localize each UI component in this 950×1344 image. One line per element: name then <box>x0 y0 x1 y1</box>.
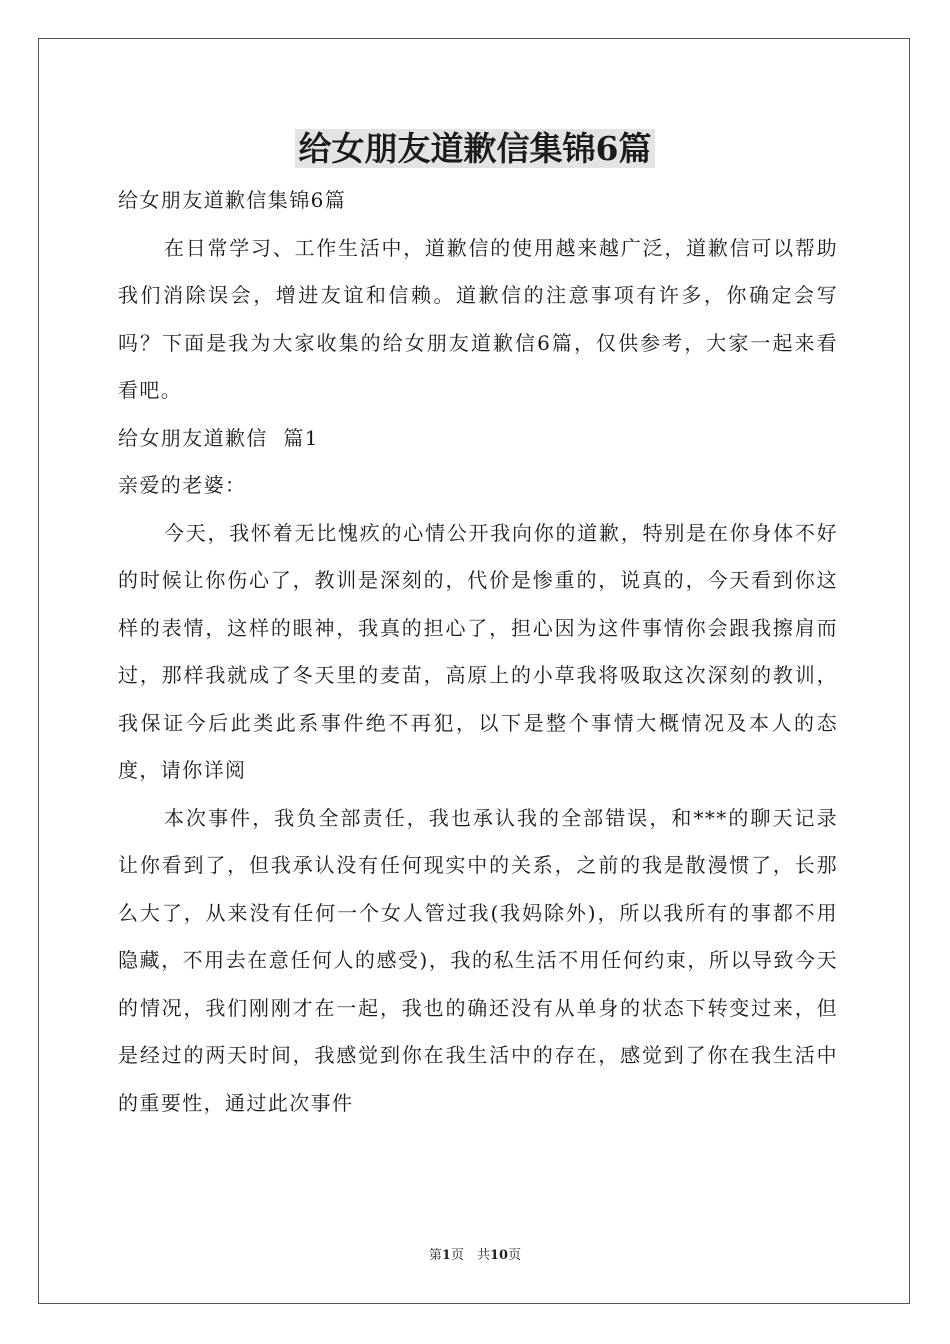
footer-mid: 页 共 <box>450 1248 490 1263</box>
footer-page-total: 10 <box>489 1248 509 1263</box>
section-heading: 给女朋友道歉信 篇1 <box>118 425 319 450</box>
subtitle-line: 给女朋友道歉信集锦6篇 <box>118 188 347 212</box>
body-paragraph-2: 本次事件，我负全部责任，我也承认我的全部错误，和***的聊天记录让你看到了，但我承认没有任何现实中的关系，之前的我是散漫惯了，长那么大了，从来没有任何一个女人管过我(我妈除外)，所以我所有的事都不用隐藏，不用去在意任何人的感受)，我的私生活不用任何约束，所以导致今天的情况，我们刚刚才在一起，我也的确还没有从单身的状态下转变过来，但是经过的两天时间，我感觉到你在我生活中的存在，感觉到了你在我生活中的重要性，通过此次事件 <box>118 805 838 1115</box>
document-title <box>0 124 950 174</box>
footer-page-current: 1 <box>441 1248 451 1263</box>
page-footer <box>0 1246 950 1266</box>
document-title-text: 给女朋友道歉信集锦6篇 <box>295 129 656 168</box>
salutation: 亲爱的老婆： <box>118 473 247 497</box>
document-body <box>118 177 838 1127</box>
footer-prefix: 第 <box>428 1248 442 1263</box>
intro-paragraph: 在日常学习、工作生活中，道歉信的使用越来越广泛，道歉信可以帮助我们消除误会，增进友谊和信赖。道歉信的注意事项有许多，你确定会写吗？下面是我为大家收集的给女朋友道歉信6篇，仅供参考，大家一起来看看吧。 <box>118 235 838 402</box>
footer-suffix: 页 <box>508 1248 522 1263</box>
body-paragraph-1: 今天，我怀着无比愧疚的心情公开我向你的道歉，特别是在你身体不好的时候让你伤心了，教训是深刻的，代价是惨重的，说真的，今天看到你这样的表情，这样的眼神，我真的担心了，担心因为这件事情你会跟我擦肩而过，那样我就成了冬天里的麦苗，高原上的小草我将吸取这次深刻的教训，我保证今后此类此系事件绝不再犯，以下是整个事情大概情况及本人的态度，请你详阅 <box>118 520 838 782</box>
